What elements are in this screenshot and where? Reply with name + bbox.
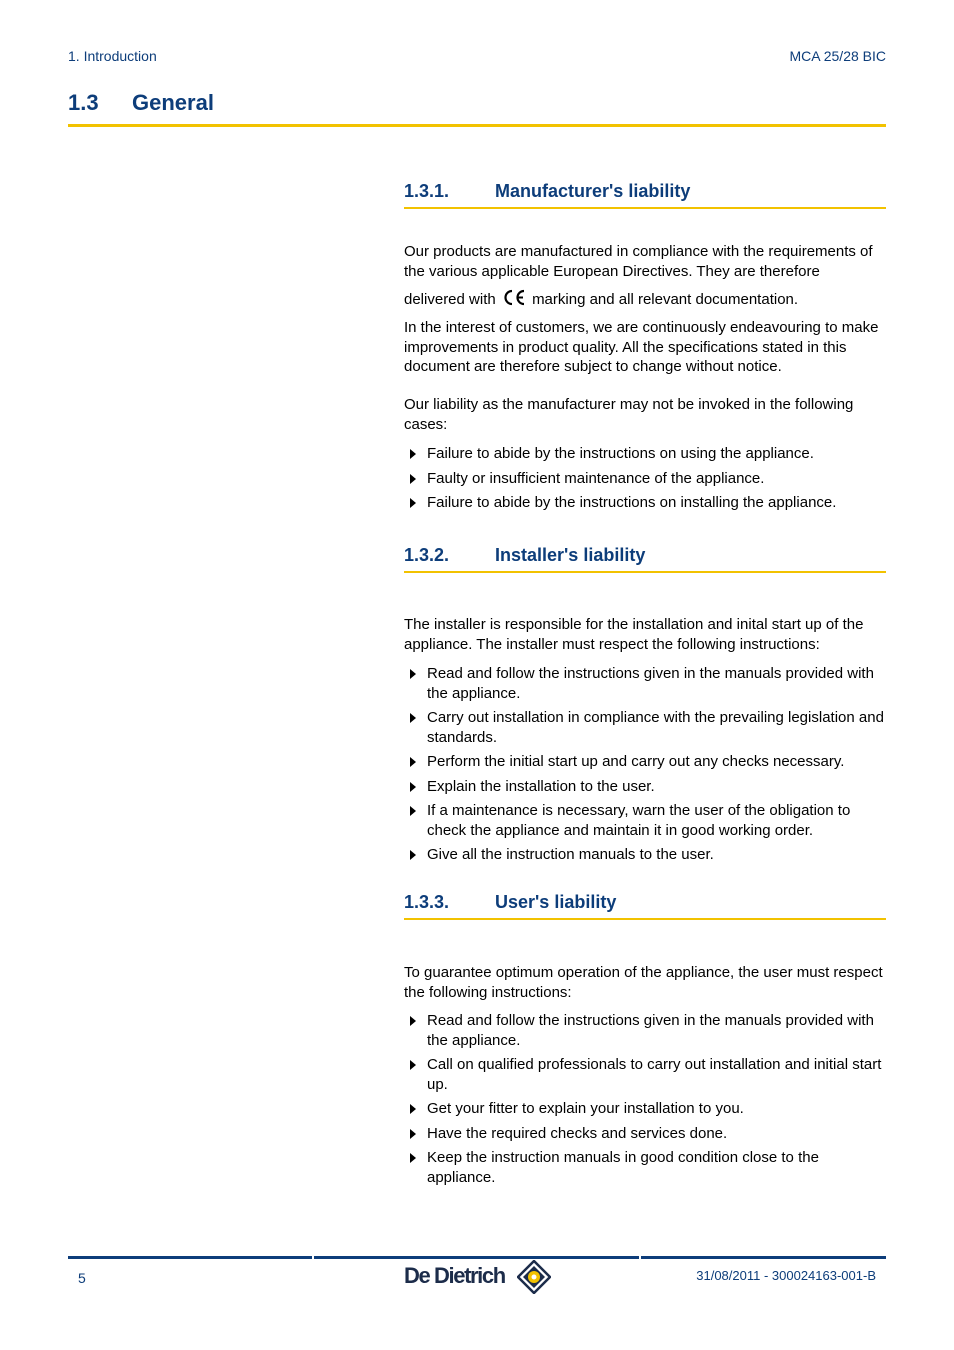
- list-item-text: Read and follow the instructions given in the manuals provided with the appliance.: [427, 665, 874, 702]
- list-item: [404, 1124, 888, 1144]
- list-item: [404, 777, 888, 797]
- list-item: [404, 708, 888, 747]
- list-item-text: Keep the instruction manuals in good condition close to the appliance.: [427, 1149, 819, 1186]
- manufacturer-para-1b-before: delivered with: [404, 291, 496, 308]
- manufacturer-title: Manufacturer's liability: [495, 181, 691, 201]
- list-item: [404, 664, 888, 703]
- manufacturer-para-1b-after: marking and all relevant documentation.: [532, 291, 799, 308]
- bullet-arrow-icon: [410, 1060, 416, 1070]
- manufacturer-number: 1.3.1.: [404, 181, 450, 201]
- list-item-text: Perform the initial start up and carry out any checks necessary.: [427, 753, 845, 770]
- user-title: User's liability: [495, 892, 617, 912]
- brand-diamond-icon: [517, 1260, 551, 1294]
- brand-logo-text: De Dietrich: [404, 1263, 505, 1288]
- section-heading: [68, 88, 886, 127]
- installer-list: [404, 664, 888, 870]
- list-item-text: Failure to abide by the instructions on using the appliance.: [427, 445, 814, 462]
- list-item-text: Faulty or insufficient maintenance of the appliance.: [427, 469, 765, 487]
- page-number: 5: [78, 1270, 86, 1286]
- list-item-text: Failure to abide by the instructions on installing the appliance.: [427, 494, 837, 511]
- list-item: [404, 1055, 888, 1094]
- bullet-arrow-icon: [410, 449, 416, 459]
- bullet-arrow-icon: [410, 1129, 416, 1139]
- bullet-arrow-icon: [410, 498, 416, 508]
- list-item-text: Get your fitter to explain your installation to you.: [427, 1100, 744, 1117]
- bullet-arrow-icon: [410, 782, 416, 792]
- manufacturer-para-1: Our products are manufactured in compliance with the requirements of the various applicable European Directives. They are therefore: [404, 243, 873, 280]
- header-chapter: 1. Introduction: [68, 48, 157, 64]
- manufacturer-heading: [404, 180, 886, 209]
- list-item: [404, 1011, 888, 1050]
- list-item: [404, 444, 888, 464]
- ce-mark-icon: [502, 289, 526, 306]
- list-item: [404, 845, 888, 865]
- list-item-text: Carry out installation in compliance with the prevailing legislation and standards.: [427, 709, 884, 746]
- list-item: [404, 469, 888, 489]
- list-item: [404, 1099, 888, 1119]
- installer-heading: [404, 544, 886, 573]
- bullet-arrow-icon: [410, 806, 416, 816]
- bullet-arrow-icon: [410, 713, 416, 723]
- list-item: [404, 801, 888, 840]
- bullet-arrow-icon: [410, 669, 416, 679]
- installer-title: Installer's liability: [495, 545, 646, 565]
- installer-para-1: The installer is responsible for the installation and inital start up of the appliance. The installer must respect the following instructions:: [404, 616, 864, 653]
- bullet-arrow-icon: [410, 757, 416, 767]
- manufacturer-para-2: In the interest of customers, we are continuously endeavouring to make improvements in product quality. All the specifications stated in this document are therefore subject to change without notice.: [404, 319, 879, 375]
- user-list: [404, 1011, 888, 1192]
- list-item-text: Read and follow the instructions given in the manuals provided with the appliance.: [427, 1012, 874, 1049]
- list-item-text: Have the required checks and services done.: [427, 1124, 728, 1142]
- manufacturer-para-3: Our liability as the manufacturer may not be invoked in the following cases:: [404, 396, 854, 433]
- manufacturer-list: [404, 444, 888, 518]
- installer-number: 1.3.2.: [404, 545, 450, 565]
- bullet-arrow-icon: [410, 474, 416, 484]
- list-item: [404, 752, 888, 772]
- section-title: General: [132, 90, 214, 115]
- section-number: 1.3: [68, 90, 99, 115]
- bullet-arrow-icon: [410, 1104, 416, 1114]
- user-heading: [404, 891, 886, 920]
- bullet-arrow-icon: [410, 1153, 416, 1163]
- bullet-arrow-icon: [410, 850, 416, 860]
- list-item: [404, 493, 888, 513]
- bullet-arrow-icon: [410, 1016, 416, 1026]
- user-number: 1.3.3.: [404, 892, 450, 912]
- manufacturer-para-1b: [404, 289, 888, 310]
- user-para-1: To guarantee optimum operation of the appliance, the user must respect the following instructions:: [404, 964, 883, 1001]
- list-item-text: If a maintenance is necessary, warn the user of the obligation to check the appliance and maintain it in good working order.: [427, 802, 851, 839]
- header-model: MCA 25/28 BIC: [789, 48, 886, 64]
- list-item: [404, 1148, 888, 1187]
- list-item-text: Give all the instruction manuals to the user.: [427, 846, 714, 863]
- footer-rule: [68, 1256, 886, 1259]
- list-item-text: Explain the installation to the user.: [427, 777, 655, 795]
- footer-doc-ref: 31/08/2011 - 300024163-001-B: [696, 1268, 876, 1283]
- list-item-text: Call on qualified professionals to carry out installation and initial start up.: [427, 1056, 882, 1093]
